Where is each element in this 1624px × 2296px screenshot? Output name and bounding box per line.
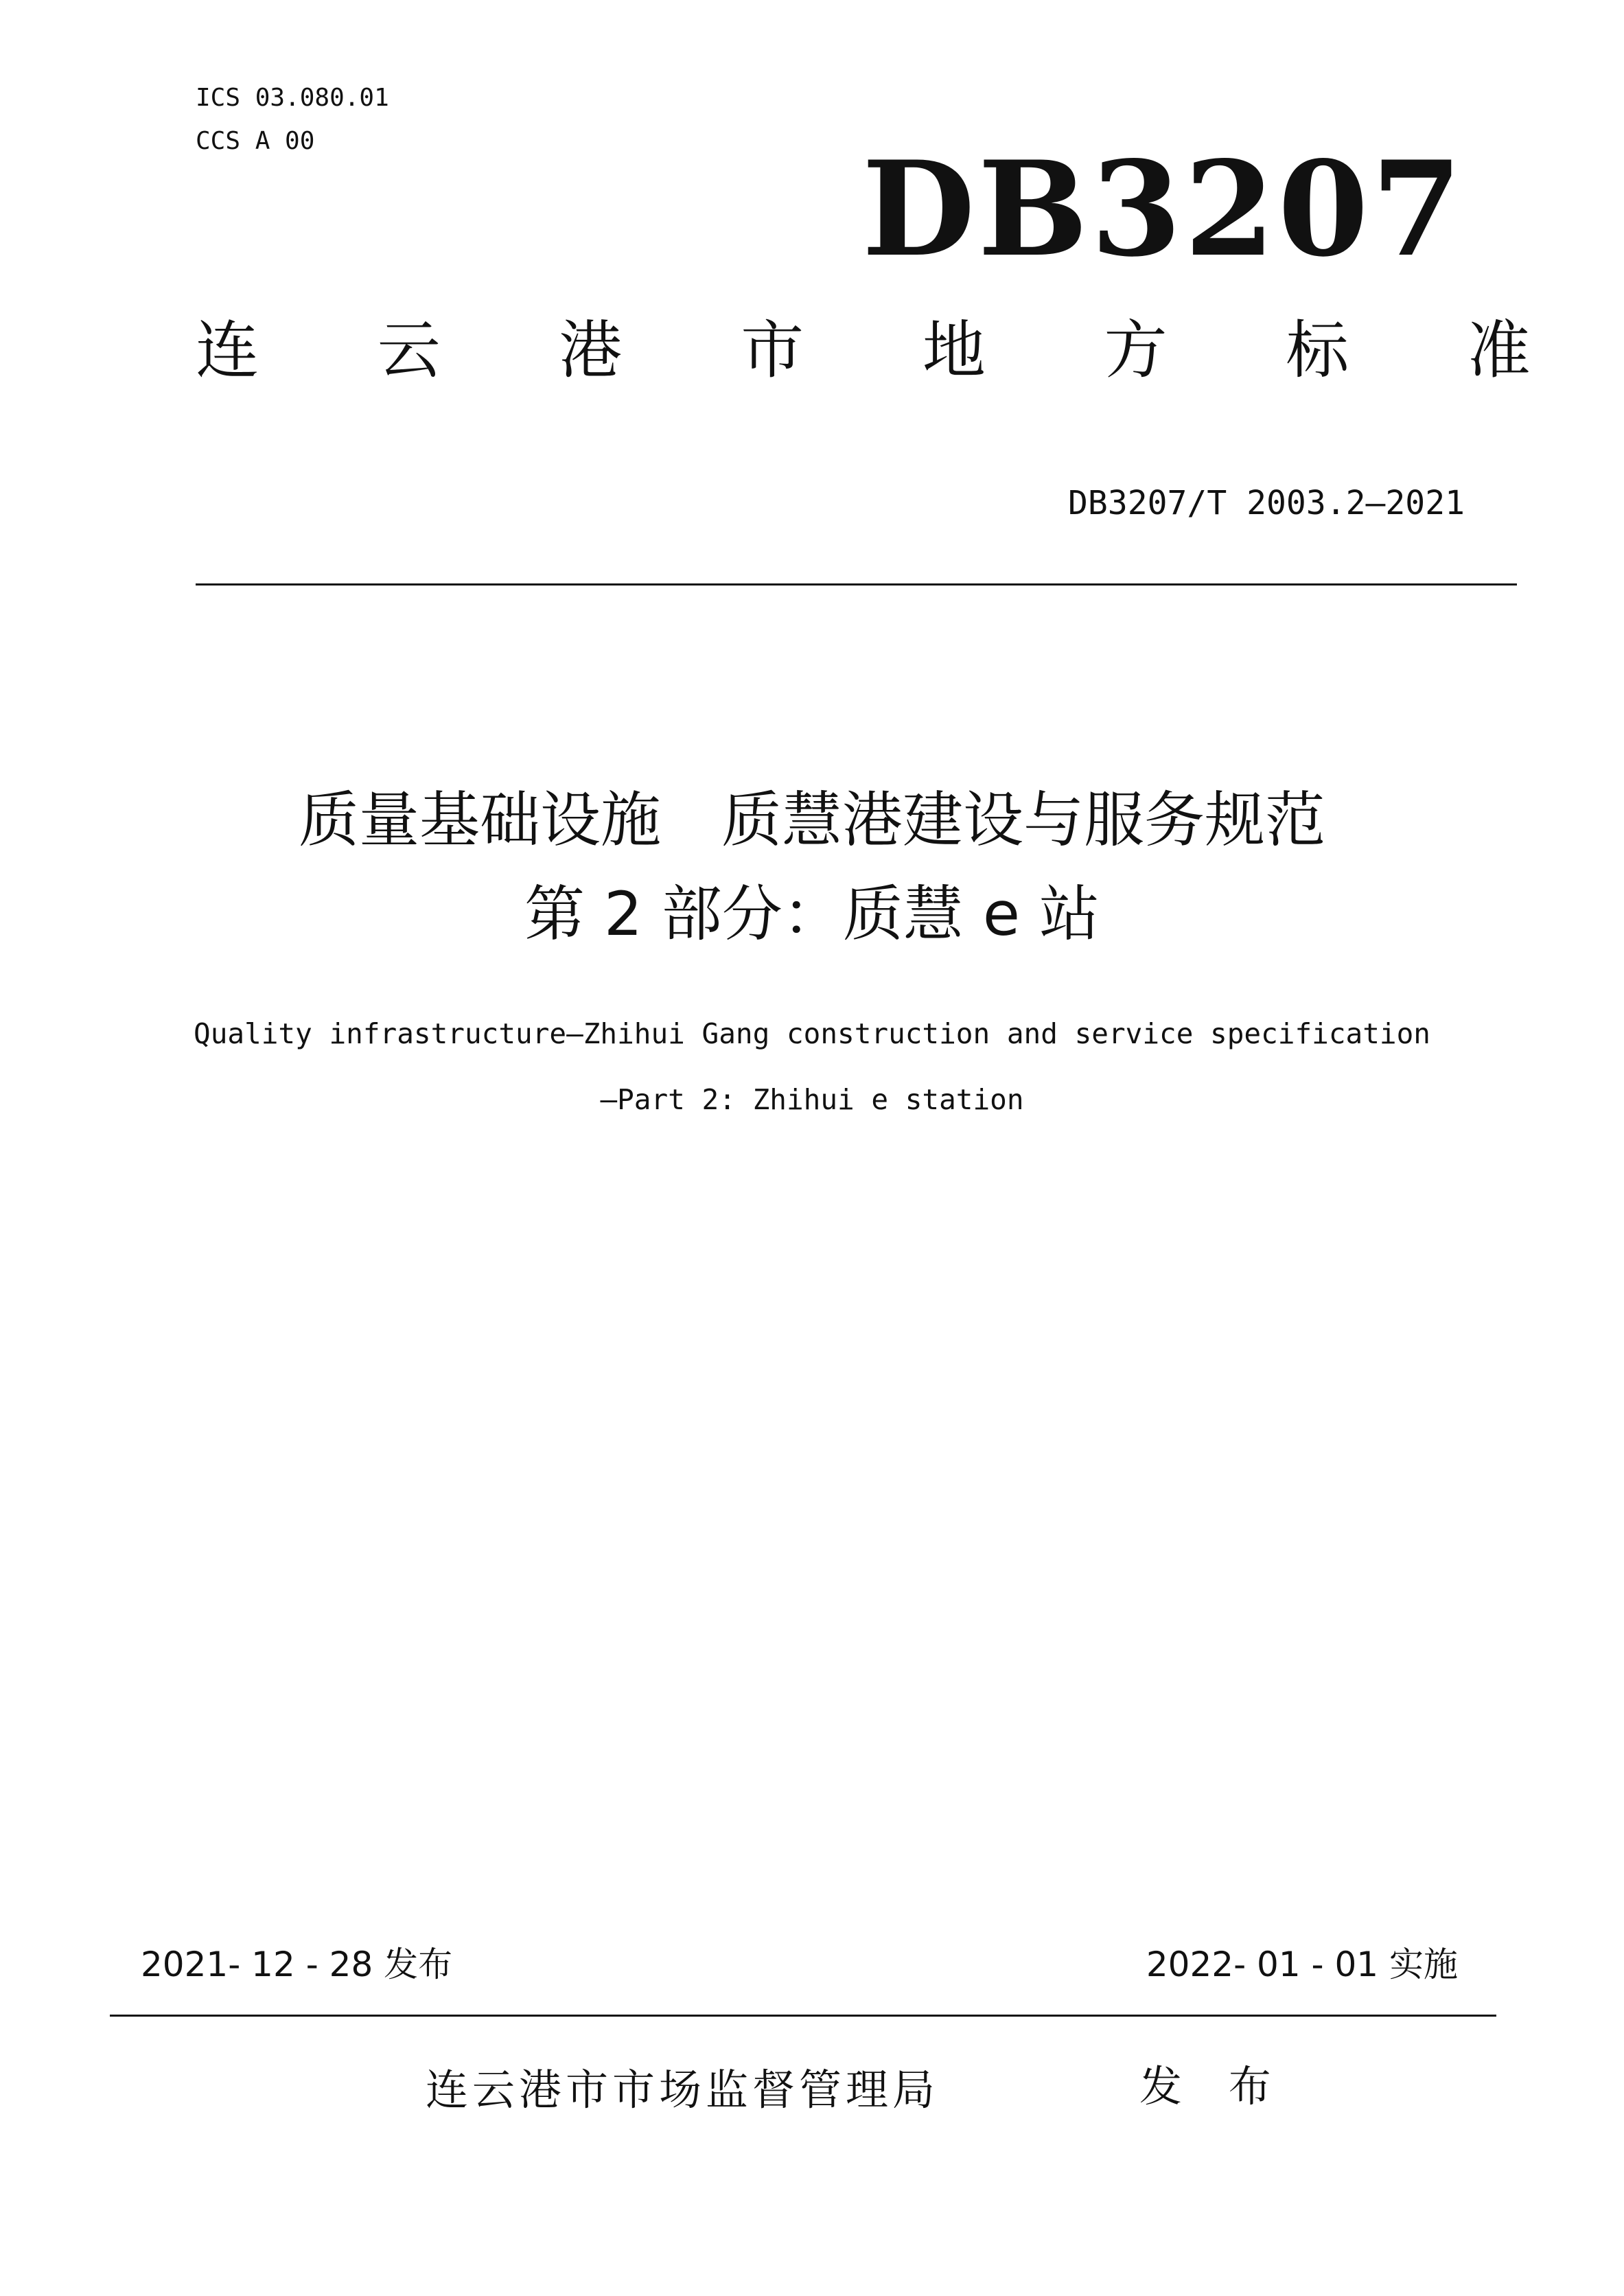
implementation-date: 2022- 01 - 01 实施 [1146, 1945, 1458, 1984]
banner-char: 准 [1467, 314, 1531, 387]
ics-code: ICS 03.080.01 [196, 84, 389, 112]
banner-char: 市 [741, 314, 804, 387]
issue-date: 2021- 12 - 28 发布 [141, 1945, 453, 1984]
banner-char: 方 [1104, 314, 1168, 387]
banner-char: 连 [196, 314, 259, 387]
document-title: 质量基础设施 质慧港建设与服务规范 [298, 785, 1325, 855]
publisher-name: 连云港市市场监督管理局 [426, 2065, 940, 2115]
footer-divider [110, 2015, 1496, 2017]
ccs-code: CCS A 00 [196, 127, 315, 155]
local-standard-banner [196, 314, 1531, 387]
standard-logo: DB3207 [861, 132, 1465, 286]
banner-char: 标 [1286, 314, 1349, 387]
header-divider [196, 583, 1517, 585]
english-subtitle: —Part 2: Zhihui e station [600, 1083, 1024, 1116]
banner-char: 地 [922, 314, 986, 387]
english-title: Quality infrastructure—Zhihui Gang construction and service specification [194, 1017, 1430, 1050]
banner-char: 云 [377, 314, 441, 387]
publish-label: 发 布 [1139, 2061, 1288, 2111]
banner-char: 港 [559, 314, 623, 387]
standard-number: DB3207/T 2003.2—2021 [1068, 484, 1465, 522]
document-subtitle: 第 2 部分：质慧 e 站 [524, 879, 1100, 949]
